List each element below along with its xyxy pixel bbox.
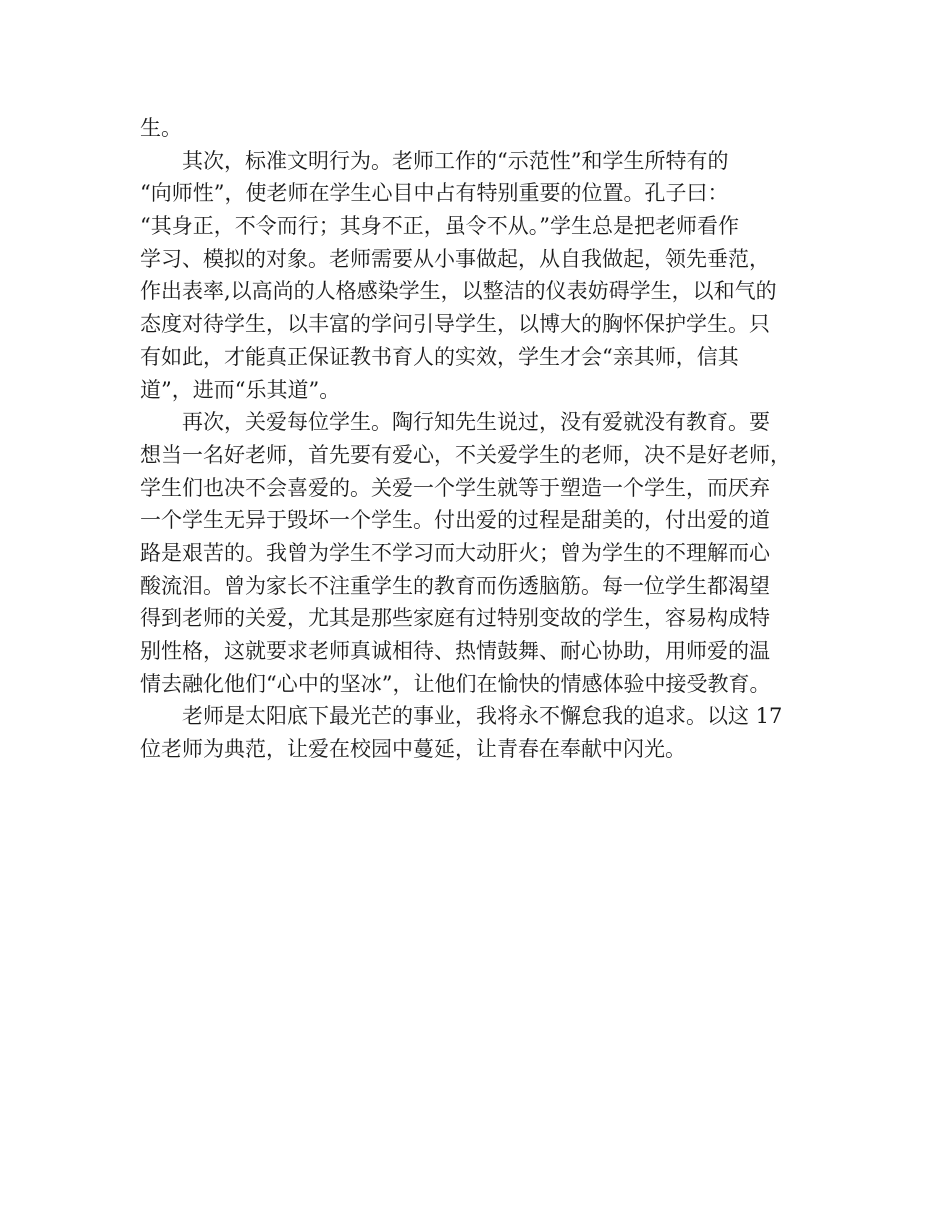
text-line: “向师性”，使老师在学生心目中占有特别重要的位置。孔子曰：	[140, 181, 729, 206]
text-line: 情去融化他们“心中的坚冰”，让他们在愉快的情感体验中接受教育。	[140, 671, 771, 696]
text-line: 酸流泪。曾为家长不注重学生的教育而伤透脑筋。每一位学生都渴望	[140, 573, 770, 598]
text-line: 想当一名好老师，首先要有爱心，不关爱学生的老师，决不是好老师，	[140, 442, 791, 467]
document-body	[140, 112, 812, 766]
text-line: 学生们也决不会喜爱的。关爱一个学生就等于塑造一个学生，而厌弃	[140, 475, 770, 500]
text-line: 得到老师的关爱，尤其是那些家庭有过特别变故的学生，容易构成特	[140, 606, 770, 631]
text-line: 别性格，这就要求老师真诚相待、热情鼓舞、耐心协助，用师爱的温	[140, 639, 770, 663]
paragraph-start-line: 再次，关爱每位学生。陶行知先生说过，没有爱就没有教育。要	[182, 410, 770, 435]
text-line: 路是艰苦的。我曾为学生不学习而大动肝火；曾为学生的不理解而心	[140, 540, 770, 565]
paragraph-start-line: 老师是太阳底下最光芒的事业，我将永不懈怠我的追求。以这 17	[182, 704, 783, 729]
text-line: 一个学生无异于毁坏一个学生。付出爱的过程是甜美的，付出爱的道	[140, 508, 770, 533]
text-line: 道”，进而“乐其道”。	[140, 377, 341, 402]
text-line: “其身正，不令而行；其身不正，虽令不从。”学生总是把老师看作	[140, 214, 739, 239]
text-line: 位老师为典范，让爱在校园中蔓延，让青春在奉献中闪光。	[140, 737, 686, 762]
text-line: 学习、模拟的对象。老师需要从小事做起，从自我做起，领先垂范，	[140, 246, 770, 271]
text-line: 作出表率,以高尚的人格感染学生，以整洁的仪表妨碍学生，以和气的	[140, 279, 777, 304]
text-line: 生。	[140, 116, 182, 140]
text-line: 有如此，才能真正保证教书育人的实效，学生才会“亲其师，信其	[140, 344, 739, 369]
paragraph-start-line: 其次，标准文明行为。老师工作的“示范性”和学生所特有的	[182, 148, 729, 173]
text-line: 态度对待学生，以丰富的学问引导学生，以博大的胸怀保护学生。只	[140, 312, 770, 337]
